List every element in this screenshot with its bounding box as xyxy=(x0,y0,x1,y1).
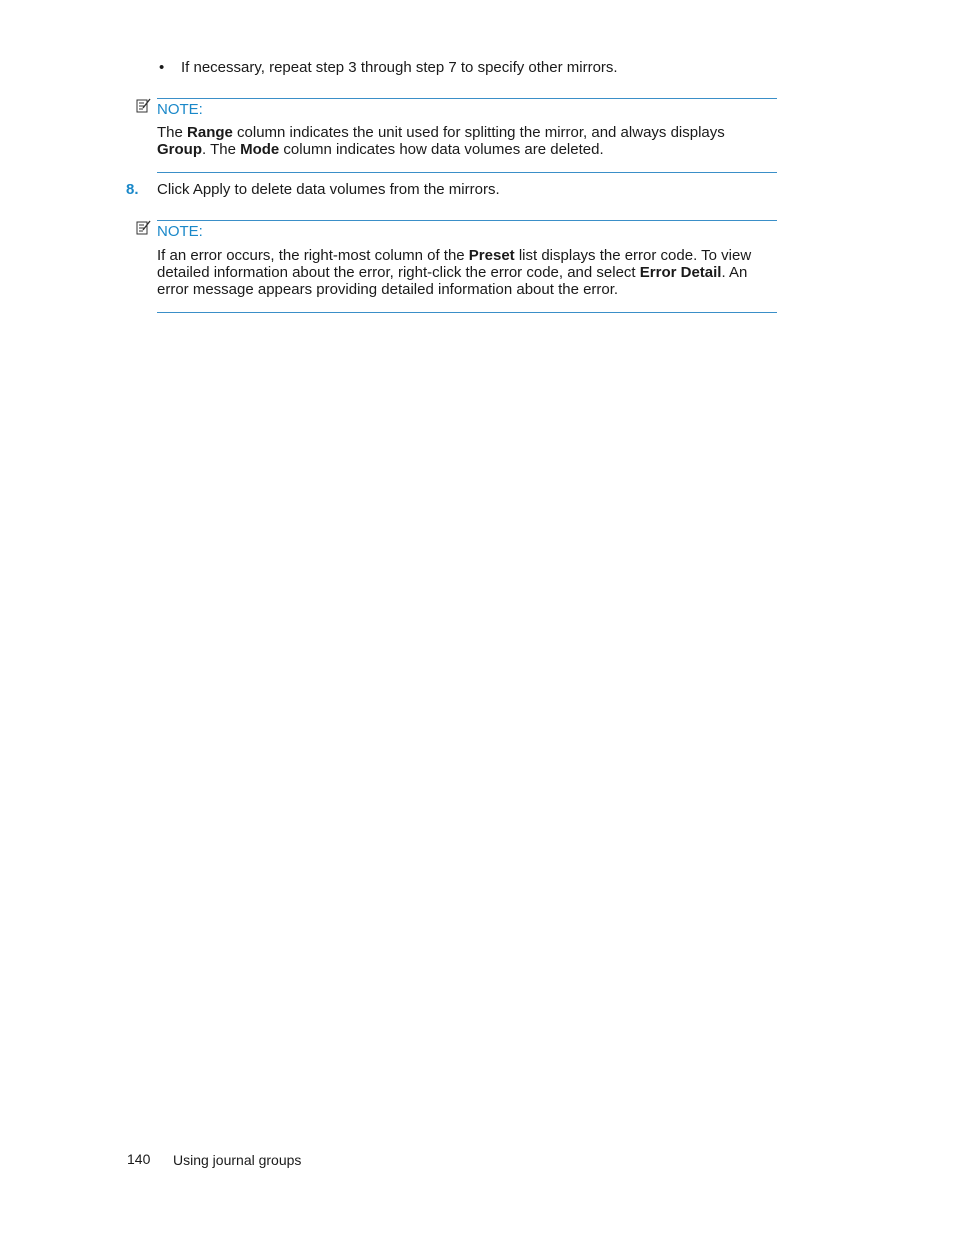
note2-line3: error message appears providing detailed information about the error. xyxy=(157,281,619,298)
note-pencil-icon xyxy=(136,98,151,113)
note1-label: NOTE: xyxy=(157,101,203,118)
note2-line1: If an error occurs, the right-most column of the Preset list displays the error code. To view xyxy=(157,247,752,264)
note1-line1: The Range column indicates the unit used for splitting the mirror, and always displays xyxy=(157,124,725,141)
note2-bottom-rule xyxy=(157,312,777,313)
note-pencil-icon xyxy=(136,220,151,235)
note1-top-rule xyxy=(157,98,777,99)
note2-top-rule xyxy=(157,220,777,221)
note1-line2: Group. The Mode column indicates how data volumes are deleted. xyxy=(157,141,604,158)
step-number: 8. xyxy=(126,181,139,198)
bullet-symbol: • xyxy=(159,59,165,76)
note1-body xyxy=(157,124,767,158)
note1-bottom-rule xyxy=(157,172,777,173)
note2-label: NOTE: xyxy=(157,223,203,240)
note2-body xyxy=(157,247,767,298)
section-title: Using journal groups xyxy=(173,1152,302,1168)
note2-line2: detailed information about the error, right-click the error code, and select Error Detail. An xyxy=(157,264,748,281)
bullet-text: If necessary, repeat step 3 through step 7 to specify other mirrors. xyxy=(181,59,618,76)
step-text: Click Apply to delete data volumes from the mirrors. xyxy=(157,181,500,198)
page-number: 140 xyxy=(127,1151,151,1167)
